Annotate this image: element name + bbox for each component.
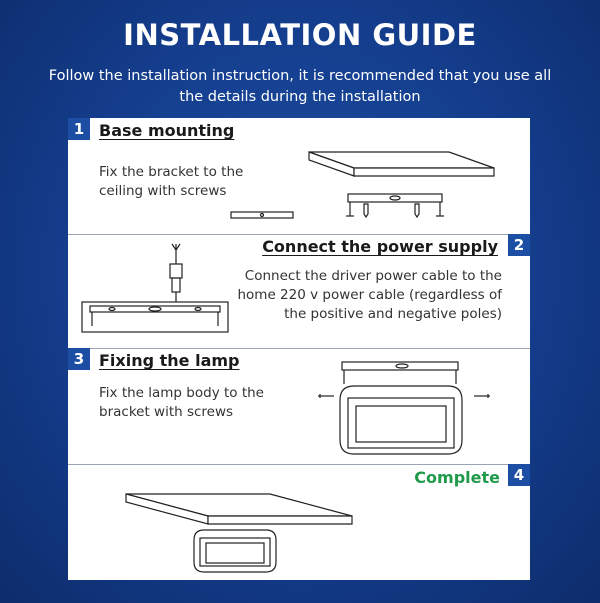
bracket-side-illustration (228, 208, 298, 222)
ceiling-plate-illustration (304, 146, 504, 184)
step-1-title: Base mounting (99, 121, 235, 140)
completed-lamp-illustration (120, 490, 360, 580)
bracket-illustration (340, 190, 450, 224)
step-3-number-badge: 3 (68, 348, 90, 370)
step-4-panel (68, 464, 530, 580)
step-3-description: Fix the lamp body to the bracket with screws (99, 385, 264, 420)
step-2-title: Connect the power supply (262, 237, 498, 256)
step-2-number-badge: 2 (508, 234, 530, 256)
page-subtitle: Follow the installation instruction, it is recommended that you use all the details during the installation (48, 68, 552, 105)
step-2-panel (68, 234, 530, 349)
step-4-number-badge: 4 (508, 464, 530, 486)
step-4-title: Complete (414, 468, 500, 487)
page-title: INSTALLATION GUIDE (123, 18, 477, 52)
step-1-number-badge: 1 (68, 118, 90, 140)
lamp-mount-illustration (314, 356, 500, 460)
wiring-illustration (78, 240, 248, 346)
instruction-sheet (68, 118, 530, 580)
step-1-description: Fix the bracket to the ceiling with screws (99, 164, 244, 199)
step-3-panel (68, 348, 530, 465)
step-3-title: Fixing the lamp (99, 351, 240, 370)
step-2-description: Connect the driver power cable to the home 220 v power cable (regardless of the positive and negative poles) (237, 268, 502, 322)
step-1-panel (68, 118, 530, 235)
